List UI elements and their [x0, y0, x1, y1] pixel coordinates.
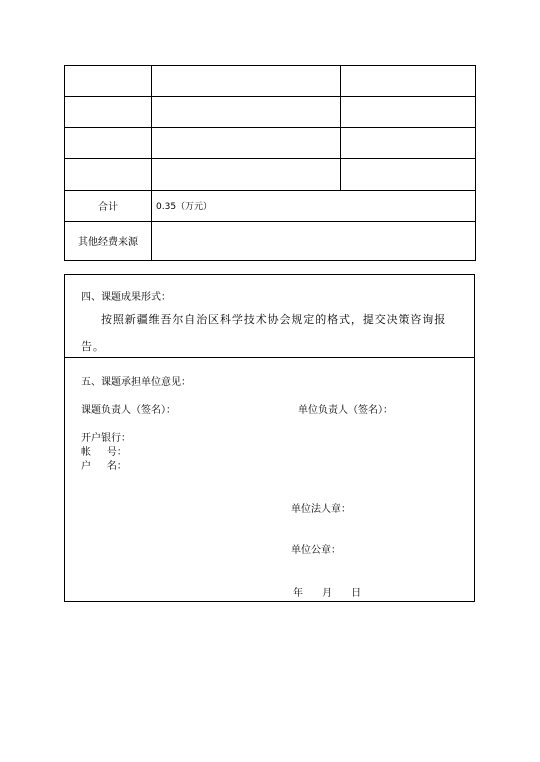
table-cell: [152, 159, 341, 190]
section4-body-line1: 按照新疆维吾尔自治区科学技术协会规定的格式，提交决策咨询报: [101, 313, 447, 326]
table-cell: [65, 97, 152, 128]
date-label: 年 月 日: [293, 588, 362, 599]
total-value: 0.35（万元）: [152, 190, 476, 221]
section-opinion-box: [64, 357, 475, 602]
table-row: [65, 97, 476, 128]
account-number-label: 帐 号：: [81, 447, 127, 458]
table-row: [65, 128, 476, 159]
unit-seal-label: 单位公章：: [291, 545, 341, 556]
table-cell: [152, 97, 341, 128]
total-label: 合计: [65, 190, 152, 221]
table-cell: [341, 159, 476, 190]
section5-heading: 五、课题承担单位意见：: [81, 377, 191, 388]
bank-label: 开户银行：: [81, 433, 131, 444]
total-row: [65, 190, 476, 221]
project-lead-signature-label: 课题负责人（签名）：: [81, 405, 176, 416]
table-cell: [152, 66, 341, 97]
table-cell: [341, 66, 476, 97]
budget-table: [64, 65, 476, 261]
table-row: [65, 66, 476, 97]
table-cell: [341, 128, 476, 159]
other-source-row: [65, 221, 476, 260]
table-cell: [152, 128, 341, 159]
section4-body-line2: 告。: [81, 340, 105, 353]
table-cell: [65, 128, 152, 159]
table-cell: [65, 159, 152, 190]
section4-heading: 四、课题成果形式：: [81, 292, 171, 303]
other-source-value: [152, 221, 476, 260]
legal-seal-label: 单位法人章：: [291, 504, 351, 515]
unit-lead-signature-label: 单位负责人（签名）：: [298, 405, 393, 416]
other-source-label: 其他经费来源: [65, 221, 152, 260]
table-cell: [65, 66, 152, 97]
table-row: [65, 159, 476, 190]
table-cell: [341, 97, 476, 128]
account-name-label: 户 名：: [81, 461, 127, 472]
